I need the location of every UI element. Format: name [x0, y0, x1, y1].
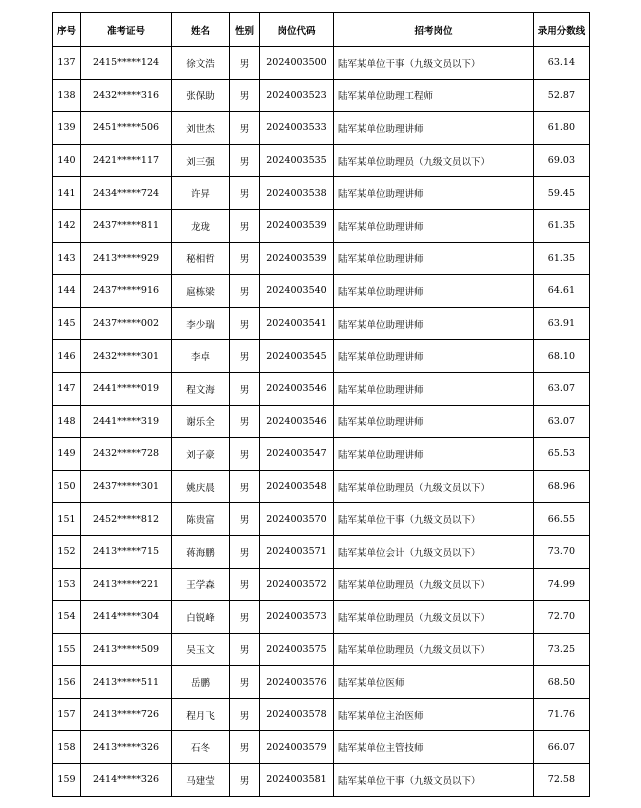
cell-score: 74.99: [534, 568, 590, 601]
header-seq: 序号: [53, 13, 81, 47]
cell-seq: 152: [53, 535, 81, 568]
cell-post-code: 2024003581: [260, 764, 334, 797]
cell-score: 69.03: [534, 144, 590, 177]
cell-seq: 154: [53, 601, 81, 634]
table-row: [53, 372, 590, 405]
cell-name: 蒋海鹏: [172, 535, 230, 568]
cell-post-title: 陆军某单位助理员（九级文员以下）: [334, 633, 534, 666]
cell-name: 姚庆晨: [172, 470, 230, 503]
cell-score: 72.58: [534, 764, 590, 797]
cell-gender: 男: [230, 764, 260, 797]
cell-post-code: 2024003533: [260, 112, 334, 145]
cell-seq: 145: [53, 307, 81, 340]
table-row: [53, 405, 590, 438]
cell-score: 73.25: [534, 633, 590, 666]
cell-score: 73.70: [534, 535, 590, 568]
cell-gender: 男: [230, 144, 260, 177]
cell-post-code: 2024003546: [260, 405, 334, 438]
cell-ticket-number: 2413*****929: [81, 242, 172, 275]
table-row: [53, 633, 590, 666]
table-row: [53, 209, 590, 242]
table-row: [53, 177, 590, 210]
cell-name: 龙珑: [172, 209, 230, 242]
cell-score: 61.35: [534, 242, 590, 275]
cell-seq: 155: [53, 633, 81, 666]
cell-name: 刘世杰: [172, 112, 230, 145]
cell-post-title: 陆军某单位助理讲师: [334, 112, 534, 145]
cell-seq: 157: [53, 698, 81, 731]
cell-seq: 139: [53, 112, 81, 145]
cell-post-code: 2024003540: [260, 275, 334, 308]
cell-seq: 144: [53, 275, 81, 308]
cell-ticket-number: 2432*****728: [81, 438, 172, 471]
cell-gender: 男: [230, 47, 260, 80]
cell-ticket-number: 2413*****511: [81, 666, 172, 699]
cell-post-title: 陆军某单位助理员（九级文员以下）: [334, 470, 534, 503]
cell-seq: 142: [53, 209, 81, 242]
cell-score: 68.10: [534, 340, 590, 373]
cell-score: 63.07: [534, 372, 590, 405]
cell-gender: 男: [230, 698, 260, 731]
cell-post-code: 2024003579: [260, 731, 334, 764]
cell-gender: 男: [230, 470, 260, 503]
cell-post-title: 陆军某单位助理员（九级文员以下）: [334, 144, 534, 177]
cell-score: 68.96: [534, 470, 590, 503]
cell-gender: 男: [230, 731, 260, 764]
cell-post-code: 2024003539: [260, 242, 334, 275]
cell-name: 程月飞: [172, 698, 230, 731]
cell-name: 徐文浩: [172, 47, 230, 80]
header-post: 招考岗位: [334, 13, 534, 47]
cell-ticket-number: 2413*****221: [81, 568, 172, 601]
cell-ticket-number: 2413*****509: [81, 633, 172, 666]
cell-gender: 男: [230, 242, 260, 275]
table-row: [53, 535, 590, 568]
table-row: [53, 666, 590, 699]
cell-seq: 137: [53, 47, 81, 80]
cell-post-title: 陆军某单位干事（九级文员以下）: [334, 764, 534, 797]
table-row: [53, 307, 590, 340]
cell-gender: 男: [230, 177, 260, 210]
cell-post-code: 2024003541: [260, 307, 334, 340]
cell-name: 吴玉文: [172, 633, 230, 666]
cell-post-title: 陆军某单位助理员（九级文员以下）: [334, 601, 534, 634]
cell-post-code: 2024003546: [260, 372, 334, 405]
cell-seq: 156: [53, 666, 81, 699]
table-row: [53, 47, 590, 80]
cell-score: 61.35: [534, 209, 590, 242]
cell-post-title: 陆军某单位会计（九级文员以下）: [334, 535, 534, 568]
table-row: [53, 568, 590, 601]
cell-ticket-number: 2432*****316: [81, 79, 172, 112]
cell-seq: 143: [53, 242, 81, 275]
cell-gender: 男: [230, 275, 260, 308]
cell-post-code: 2024003545: [260, 340, 334, 373]
cell-post-code: 2024003572: [260, 568, 334, 601]
table-row: [53, 438, 590, 471]
cell-name: 岳鹏: [172, 666, 230, 699]
cell-post-code: 2024003535: [260, 144, 334, 177]
cell-seq: 159: [53, 764, 81, 797]
cell-seq: 147: [53, 372, 81, 405]
cell-name: 李卓: [172, 340, 230, 373]
cell-post-code: 2024003578: [260, 698, 334, 731]
header-code: 岗位代码: [260, 13, 334, 47]
cell-name: 陈贵富: [172, 503, 230, 536]
cell-gender: 男: [230, 209, 260, 242]
cell-seq: 141: [53, 177, 81, 210]
cell-name: 秘相哲: [172, 242, 230, 275]
cell-post-code: 2024003573: [260, 601, 334, 634]
cell-seq: 149: [53, 438, 81, 471]
cell-score: 65.53: [534, 438, 590, 471]
cell-gender: 男: [230, 666, 260, 699]
cell-ticket-number: 2413*****726: [81, 698, 172, 731]
cell-gender: 男: [230, 535, 260, 568]
cell-ticket-number: 2434*****724: [81, 177, 172, 210]
cell-ticket-number: 2415*****124: [81, 47, 172, 80]
cell-score: 63.14: [534, 47, 590, 80]
cell-seq: 146: [53, 340, 81, 373]
cell-gender: 男: [230, 568, 260, 601]
table-header-row: [53, 13, 590, 47]
header-ticket: 准考证号: [81, 13, 172, 47]
cell-name: 刘子豪: [172, 438, 230, 471]
cell-gender: 男: [230, 405, 260, 438]
cell-seq: 140: [53, 144, 81, 177]
cell-ticket-number: 2452*****812: [81, 503, 172, 536]
cell-score: 71.76: [534, 698, 590, 731]
cell-post-title: 陆军某单位干事（九级文员以下）: [334, 503, 534, 536]
header-name: 姓名: [172, 13, 230, 47]
cell-post-title: 陆军某单位助理讲师: [334, 372, 534, 405]
cell-score: 63.91: [534, 307, 590, 340]
cell-gender: 男: [230, 112, 260, 145]
cell-post-title: 陆军某单位助理讲师: [334, 438, 534, 471]
cell-post-title: 陆军某单位助理讲师: [334, 177, 534, 210]
cell-name: 许昇: [172, 177, 230, 210]
cell-post-code: 2024003548: [260, 470, 334, 503]
cell-ticket-number: 2437*****301: [81, 470, 172, 503]
cell-score: 61.80: [534, 112, 590, 145]
cell-ticket-number: 2421*****117: [81, 144, 172, 177]
cell-name: 扈栋梁: [172, 275, 230, 308]
cell-post-title: 陆军某单位助理员（九级文员以下）: [334, 568, 534, 601]
cell-score: 72.70: [534, 601, 590, 634]
cell-post-title: 陆军某单位助理讲师: [334, 242, 534, 275]
cell-gender: 男: [230, 372, 260, 405]
cell-name: 程文海: [172, 372, 230, 405]
cell-post-code: 2024003576: [260, 666, 334, 699]
cell-score: 63.07: [534, 405, 590, 438]
cell-name: 刘三强: [172, 144, 230, 177]
table-row: [53, 144, 590, 177]
cell-name: 马建莹: [172, 764, 230, 797]
cell-score: 66.07: [534, 731, 590, 764]
table-row: [53, 242, 590, 275]
table-row: [53, 112, 590, 145]
table-row: [53, 764, 590, 797]
table-row: [53, 470, 590, 503]
cell-seq: 148: [53, 405, 81, 438]
cell-gender: 男: [230, 79, 260, 112]
cell-ticket-number: 2441*****319: [81, 405, 172, 438]
cell-seq: 151: [53, 503, 81, 536]
cell-post-title: 陆军某单位主治医师: [334, 698, 534, 731]
cell-post-title: 陆军某单位助理讲师: [334, 275, 534, 308]
table-row: [53, 275, 590, 308]
table-row: [53, 731, 590, 764]
table-row: [53, 698, 590, 731]
table-row: [53, 601, 590, 634]
cell-ticket-number: 2414*****326: [81, 764, 172, 797]
table-row: [53, 340, 590, 373]
cell-name: 白锐峰: [172, 601, 230, 634]
cell-score: 59.45: [534, 177, 590, 210]
cell-post-title: 陆军某单位助理讲师: [334, 340, 534, 373]
table-row: [53, 79, 590, 112]
cell-name: 石冬: [172, 731, 230, 764]
cell-gender: 男: [230, 438, 260, 471]
cell-ticket-number: 2437*****811: [81, 209, 172, 242]
cell-post-title: 陆军某单位干事（九级文员以下）: [334, 47, 534, 80]
header-score: 录用分数线: [534, 13, 590, 47]
cell-ticket-number: 2437*****916: [81, 275, 172, 308]
header-gender: 性别: [230, 13, 260, 47]
cell-ticket-number: 2413*****715: [81, 535, 172, 568]
cell-ticket-number: 2413*****326: [81, 731, 172, 764]
cell-post-title: 陆军某单位医师: [334, 666, 534, 699]
cell-post-code: 2024003500: [260, 47, 334, 80]
cell-post-title: 陆军某单位助理讲师: [334, 307, 534, 340]
cell-name: 王学森: [172, 568, 230, 601]
cell-score: 68.50: [534, 666, 590, 699]
cell-post-code: 2024003547: [260, 438, 334, 471]
cell-ticket-number: 2432*****301: [81, 340, 172, 373]
cell-name: 李少瑞: [172, 307, 230, 340]
cell-post-title: 陆军某单位助理工程师: [334, 79, 534, 112]
cell-post-title: 陆军某单位主管技师: [334, 731, 534, 764]
cell-score: 52.87: [534, 79, 590, 112]
cell-seq: 138: [53, 79, 81, 112]
cell-post-code: 2024003539: [260, 209, 334, 242]
cell-post-code: 2024003571: [260, 535, 334, 568]
cell-post-code: 2024003523: [260, 79, 334, 112]
cell-score: 64.61: [534, 275, 590, 308]
cell-gender: 男: [230, 601, 260, 634]
cell-ticket-number: 2414*****304: [81, 601, 172, 634]
cell-ticket-number: 2441*****019: [81, 372, 172, 405]
cell-post-code: 2024003575: [260, 633, 334, 666]
cell-gender: 男: [230, 340, 260, 373]
cell-name: 谢乐全: [172, 405, 230, 438]
table-row: [53, 503, 590, 536]
cell-post-title: 陆军某单位助理讲师: [334, 209, 534, 242]
cell-name: 张保助: [172, 79, 230, 112]
cell-post-code: 2024003538: [260, 177, 334, 210]
cell-gender: 男: [230, 307, 260, 340]
cell-score: 66.55: [534, 503, 590, 536]
cell-gender: 男: [230, 633, 260, 666]
cell-post-code: 2024003570: [260, 503, 334, 536]
cell-gender: 男: [230, 503, 260, 536]
cell-seq: 150: [53, 470, 81, 503]
cell-ticket-number: 2437*****002: [81, 307, 172, 340]
cell-seq: 158: [53, 731, 81, 764]
cell-ticket-number: 2451*****506: [81, 112, 172, 145]
cell-seq: 153: [53, 568, 81, 601]
cell-post-title: 陆军某单位助理讲师: [334, 405, 534, 438]
admission-score-table: [52, 12, 590, 797]
